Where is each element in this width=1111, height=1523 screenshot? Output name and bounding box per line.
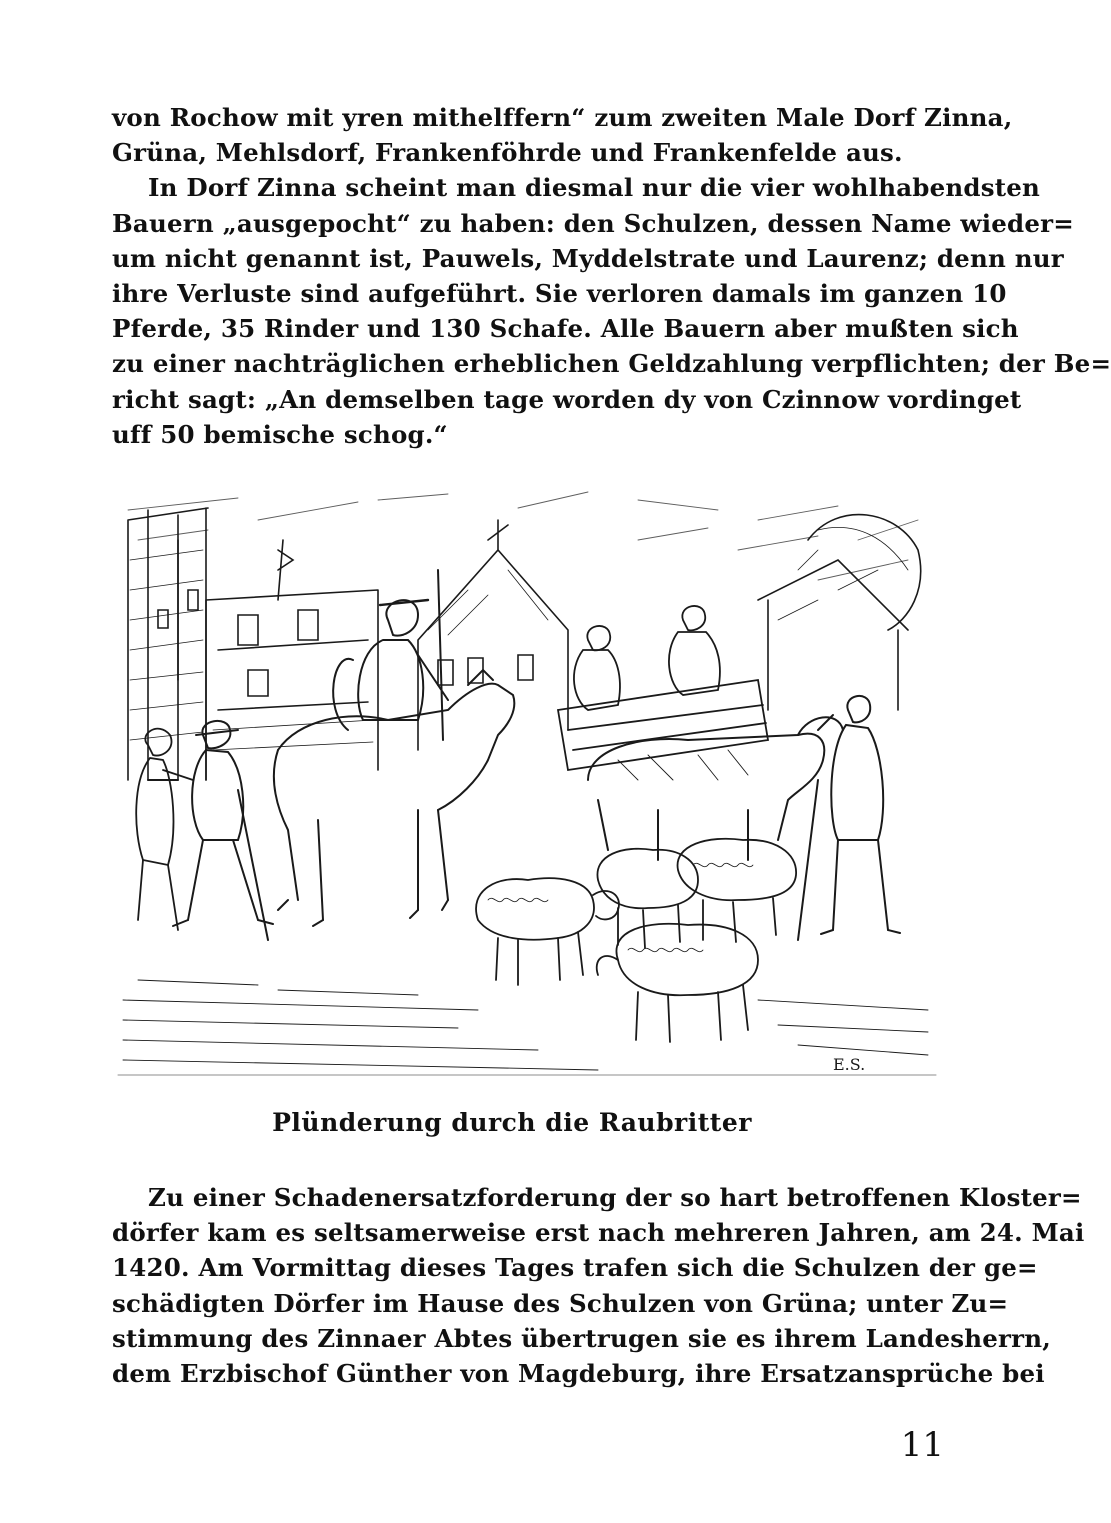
text-line: schädigten Dörfer im Hause des Schulzen von Grüna; unter Zu= bbox=[112, 1288, 1009, 1318]
text-line: In Dorf Zinna scheint man diesmal nur die vier wohlhabendsten bbox=[148, 173, 1041, 203]
text-line: dem Erzbischof Günther von Magdeburg, ihre Ersatzansprüche bei bbox=[112, 1359, 1045, 1389]
artist-signature: E.S. bbox=[833, 1055, 866, 1074]
text-line: uff 50 bemische schog.“ bbox=[112, 419, 448, 449]
text-line: 1420. Am Vormittag dieses Tages trafen sich die Schulzen der ge= bbox=[112, 1253, 1038, 1283]
text-line: von Rochow mit yren mithelffern“ zum zweiten Male Dorf Zinna, bbox=[112, 103, 1013, 132]
text-line: Pferde, 35 Rinder und 130 Schafe. Alle Bauern aber mußten sich bbox=[112, 314, 1019, 344]
text-line: stimmung des Zinnaer Abtes übertrugen sie es ihrem Landesherrn, bbox=[112, 1323, 1051, 1353]
text-line: Grüna, Mehlsdorf, Frankenföhrde und Frankenfelde aus. bbox=[112, 138, 903, 168]
illustration-raid bbox=[118, 480, 936, 1080]
text-line: Zu einer Schadenersatzforderung der so hart betroffenen Kloster= bbox=[148, 1183, 1082, 1212]
text-line: zu einer nachträglichen erheblichen Geldzahlung verpflichten; der Be= bbox=[112, 349, 1111, 379]
text-line: richt sagt: „An demselben tage worden dy von Czinnow vordinget bbox=[112, 384, 1022, 414]
page-number: 11 bbox=[900, 1425, 944, 1465]
text-line: um nicht genannt ist, Pauwels, Myddelstrate und Laurenz; denn nur bbox=[112, 243, 1064, 273]
text-line: dörfer kam es seltsamerweise erst nach mehreren Jahren, am 24. Mai bbox=[112, 1218, 1085, 1248]
text-line: Bauern „ausgepocht“ zu haben: den Schulzen, dessen Name wieder= bbox=[112, 208, 1074, 238]
figure-caption: Plünderung durch die Raubritter bbox=[272, 1108, 752, 1137]
text-line: ihre Verluste sind aufgeführt. Sie verloren damals im ganzen 10 bbox=[112, 279, 1007, 309]
paragraph-top bbox=[112, 100, 1111, 452]
paragraph-bottom bbox=[112, 1180, 1085, 1391]
